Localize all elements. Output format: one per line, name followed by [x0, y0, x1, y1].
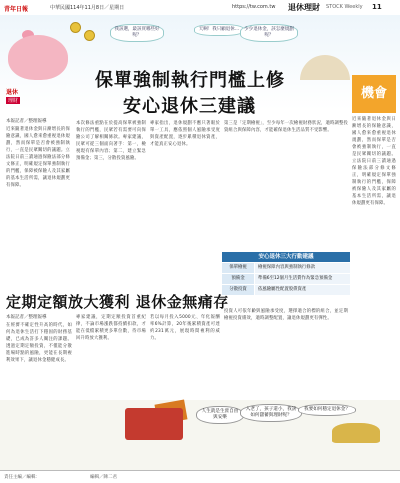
thought-bubble: 我該選，最該買哪些好呢？	[110, 24, 164, 42]
page-number: 11	[372, 3, 382, 11]
article-subtitle: 安心退休三建議	[123, 96, 256, 117]
wallet-icon	[125, 408, 183, 440]
table-row	[222, 274, 350, 284]
masthead	[0, 0, 400, 16]
speech-bubble: 我要如何穩定退休金？	[298, 404, 356, 416]
table-key: 保單檢視	[222, 263, 254, 273]
coin-icon	[84, 30, 95, 41]
footer-editor: 責任主編／編輯：	[4, 475, 40, 480]
article2-column: 投資人可依年齡與風險承受度，選擇適合的標的組合，並定期檢視投資績效，適時調整配置，讓退休規劃更有彈性。	[224, 309, 348, 321]
article-column: 近來隨著退休金與日漸增長的保險意識，國人愈來愈重視退休規劃，然而保單是否會被強制執行，一直是民眾關切的議題。立法院日前三讀通過保險法部分條文修正，明確規定保單強制執行的門檻，保障被保險人及其家屬的基本生活所需，讓退休規劃更有保障。	[352, 117, 396, 206]
speech-bubble: 入老了，孩子還小，我該如何儲蓄與理財呢？	[240, 404, 302, 422]
article2-column: 若以每月投入5000元、年化報酬率6%計算，20年後累積資產可達約231萬元，展現時間複利的威力。	[150, 315, 220, 341]
article-byline: 本報記者／整理報導	[6, 119, 47, 124]
article-tag: 理財	[8, 98, 19, 104]
section-subtitle: STOCK Weekly	[326, 4, 363, 10]
piggy-bank-icon	[8, 35, 68, 80]
table-value: 依風險屬性配置股債資產	[255, 285, 350, 295]
article-title: 保單強制執行門檻上修	[95, 70, 285, 91]
opportunity-badge: 機會	[352, 75, 396, 113]
table-row	[222, 263, 350, 273]
table-title: 安心退休三大行動建議	[222, 252, 350, 262]
coin-icon	[70, 22, 81, 33]
speech-bubble: 人生就是生涯自由與安樂	[196, 406, 244, 424]
article-kicker: 退休	[6, 89, 19, 96]
article2-column: 專家建議，定期定額投資首重紀律，不論市場漲跌都持續扣款，才能在低檔累積更多單位數，待市場回升時放大獲利。	[76, 315, 146, 341]
article2-title: 定期定額放大獲利 退休金無痛存	[6, 293, 229, 311]
article-column: 近來隨著退休金與日漸增長的保險意識，國人愈來愈重視退休規劃，然而保單是否會被強制執行，一直是民眾關切的議題。立法院日前三讀通過保險法部分條文修正，明確規定保單強制執行的門檻，保障被保險人及其家屬的基本生活所需，讓退休規劃更有保障。	[6, 127, 70, 188]
thought-bubble: 天啊！我只顧退休…	[194, 24, 244, 36]
newspaper-brand: 青年日報	[4, 6, 29, 13]
page-footer	[0, 470, 400, 483]
dateline: 中華民國114年11月8日／星期日	[50, 5, 125, 11]
table-row	[222, 285, 350, 295]
section-title: 退休理財	[288, 3, 320, 12]
thought-bubble: 少少退休金，該怎麼規劃呢？	[240, 24, 298, 42]
table-value: 檢視保障內容與強制執行條款	[255, 263, 350, 273]
footer-layout: 編輯／陳二君	[90, 475, 117, 480]
article2-byline: 本報記者／整理報導	[6, 315, 47, 320]
table-value: 準備6至12個月生活費作為緊急預備金	[255, 274, 350, 284]
article2-column: 在經濟不確定性升高的時代，如何為退休生活打下穩固的財務基礎，已成為許多人關注的課題。透過定期定額投資，不僅能分散進場時點的風險，更能在長期複利效果下，讓退休金穩健成長。	[6, 323, 72, 363]
action-table	[222, 252, 350, 304]
table-key: 預備金	[222, 274, 254, 284]
article-column: 本次修法重點在於提高保單被強制執行的門檻，民眾若有需要可向保險公司了解相關條款。專家建議，民眾可從三個面向著手：第一，檢視現有保單內容；第二，建立緊急預備金；第三，分散投資風險。	[76, 121, 146, 161]
article-column: 第三是「定期檢視」，至少每年一次檢視財務狀況，適時調整投資組合與保障內容，才能確保退休生活品質不受影響。	[224, 121, 348, 133]
article-column: 專家指出，退休規劃不應只著眼於單一工具，應依照個人風險承受度與資產配置，逐步累積退休資產，才能真正安心退休。	[150, 121, 220, 147]
coin-stack-icon	[332, 423, 380, 443]
table-key: 分散投資	[222, 285, 254, 295]
site-url[interactable]: https://tw.com.tw	[232, 4, 276, 10]
